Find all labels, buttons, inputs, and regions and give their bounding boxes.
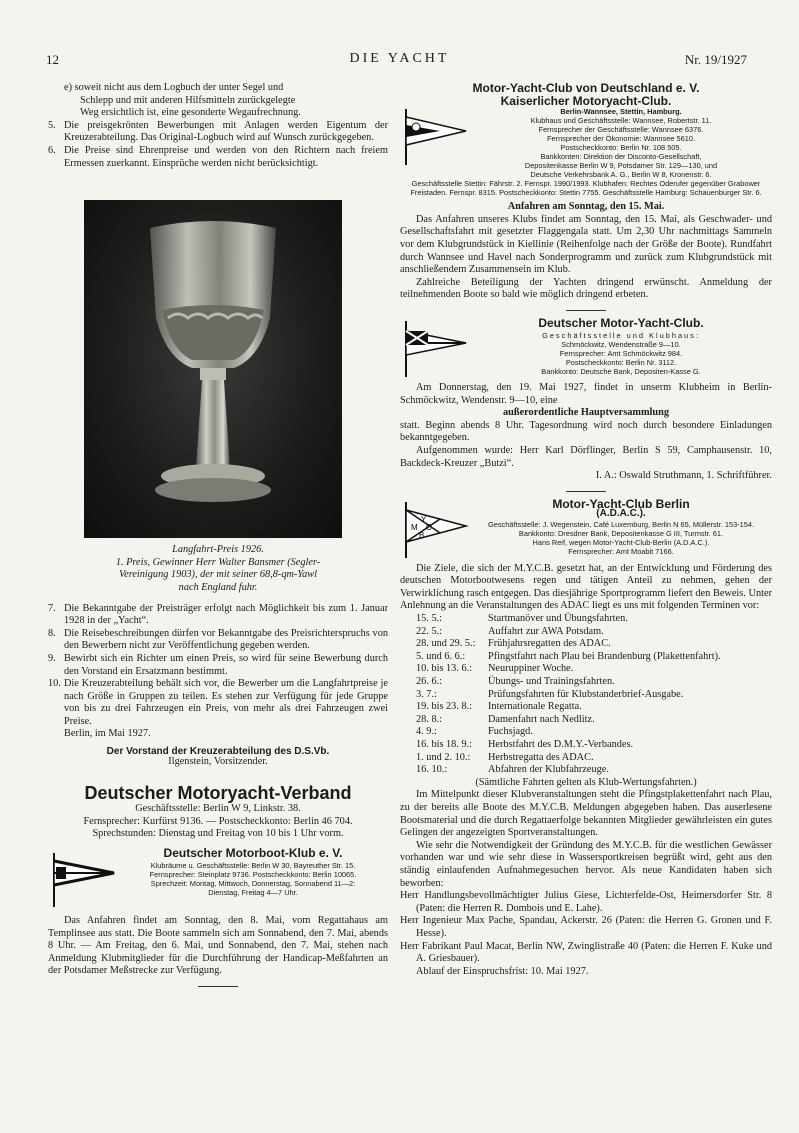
svg-text:M: M (411, 522, 418, 532)
event-title: Internationale Regatta. (488, 701, 582, 713)
event-title: Übungs- und Trainingsfahrten. (488, 676, 615, 688)
info-line: Fernsprecher der Ökonomie: Wannsee 5610. (546, 134, 696, 144)
rule-item-9 (48, 653, 388, 678)
event-date: 10. bis 13. 6.: (416, 663, 473, 675)
item-number: 5. (48, 119, 56, 131)
info-line: Fernsprecher: Amt Schmöckwitz 984. (559, 348, 683, 358)
event-title: Prüfungsfahrten für Klubstanderbrief-Ausgabe. (488, 688, 684, 700)
candidate-item: Herr Fabrikant Paul Macat, Berlin NW, Zwinglistraße 40 (Paten: die Herren F. Kuke und A. Griesbauer). (400, 940, 772, 965)
dmyc-info (470, 315, 772, 376)
item-number: 8. (48, 627, 56, 639)
info-line: Geschäftsstelle: J. Wegenstein, Café Luxemburg, Berlin N 65, Müllerstr. 153-154. (487, 519, 755, 529)
club-pennant-icon (400, 107, 470, 167)
item-text: Die Reisebeschreibungen dürfen vor Bekanntgabe des Preisrichterspruchs von den Bewerbern nicht zur Veröffentlichung gegeben werden. (64, 627, 388, 652)
events-note: (Sämtliche Fahrten gelten als Klub-Wertungsfahrten.) (475, 776, 697, 788)
info-line: Dienstag, Freitag 4—7 Uhr. (208, 888, 298, 898)
caption-line: Vereinigung 1903), der mit seiner 68,8-qm-Yawl (118, 569, 317, 581)
divider (566, 491, 606, 492)
info-line: Klubhaus und Geschäftsstelle: Wannsee, Robertstr. 11. (530, 116, 712, 126)
mycb-heading: Motor-Yacht-Club Berlin (552, 496, 690, 511)
event-row (400, 663, 772, 676)
mycb-subheading: (A.D.A.C.). (596, 507, 646, 519)
myc-text-2: Zahlreiche Beteiligung der Yachten dringend erwünscht. Anmeldung der teilnehmenden Boote so bald wie möglich dringend erbeten. (400, 276, 772, 301)
svg-text:C: C (426, 522, 432, 532)
event-title: Herbstregatta des ADAC. (488, 751, 594, 763)
item-number: 7. (48, 602, 56, 614)
item-text: Die Bekanntgabe der Preisträger erfolgt nach Möglichkeit bis zum 1. Januar 1928 in der „Yacht“. (64, 602, 388, 627)
dmyc-text: Am Donnerstag, den 19. Mai 1927, findet in unserm Klubheim in Berlin-Schmöckwitz, Wendenstr. 9—10, eine (400, 381, 772, 406)
event-list (400, 613, 772, 777)
event-title: Pfingstfahrt nach Plau bei Brandenburg (Plakettenfahrt). (488, 650, 721, 662)
event-date: 28. 8.: (416, 713, 443, 725)
info-line: Bankkonto: Deutsche Bank, Depositen-Kasse G. (541, 366, 701, 376)
divider (566, 310, 606, 311)
event-date: 3. 7.: (416, 688, 437, 700)
rule-item-8 (48, 628, 388, 653)
candidate-item: Herr Ingenieur Max Pache, Spandau, Ackerstr. 26 (Paten: die Herren G. Gronen und F. Hesse). (400, 915, 772, 939)
event-date: 16. 10.: (416, 764, 448, 776)
info-line: Fernsprecher: Amt Moabit 7166. (568, 546, 674, 556)
info-line: Fernsprecher: Kurfürst 9136. — Postscheckkonto: Berlin 46 704. (83, 815, 353, 827)
event-row (400, 701, 772, 714)
info-line: Geschäftsstelle und Klubhaus: (542, 330, 700, 340)
item-text: Die preisgekrönten Bewerbungen mit Anlagen werden Eigentum der Kreuzerabteilung. Das Original-Logbuch wird auf Wunsch zurückgegeben. (64, 119, 388, 144)
left-column (48, 82, 388, 995)
item-text: Die Preise sind Ehrenpreise und werden von den Richtern nach freiem Ermessen zuerkannt. Einsprüche werden nicht berücksichtigt. (64, 144, 388, 169)
trophy-photo (84, 200, 342, 538)
caption-line: 1. Preis, Gewinner Herr Walter Bansmer (Segler- (115, 556, 321, 568)
rule-item-7 (48, 603, 388, 628)
info-line: Klubräume u. Geschäftsstelle: Berlin W 30, Bayreuther Str. 15. (150, 861, 356, 871)
dmyc-signature: I. A.: Oswald Struthmann, 1. Schriftführer. (595, 470, 772, 482)
item-number: 6. (48, 144, 56, 156)
text-line: Weg ersichtlich ist, eine gesonderte Wegaufrechnung. (80, 107, 301, 119)
dateline: Berlin, im Mai 1927. (64, 728, 151, 740)
info-line: Sprechzeit: Montag, Mittwoch, Donnerstag, Sonnabend 11—2: (150, 879, 356, 889)
signature-board: Der Vorstand der Kreuzerabteilung des D.S.Vb. (106, 746, 330, 758)
dmv-info (48, 803, 388, 841)
info-line: Bankkonten: Direktion der Disconto-Gesellschaft, (540, 152, 702, 162)
event-title: Frühjahrsregatten des ADAC. (488, 638, 611, 650)
event-row (400, 726, 772, 739)
heading-line: Motor-Yacht-Club von Deutschland e. V. (472, 81, 700, 95)
divider (198, 986, 238, 987)
dmyc-heading: Deutscher Motor-Yacht-Club. (538, 315, 704, 330)
mycb-info (470, 496, 772, 556)
page-number: 12 (46, 52, 59, 67)
event-date: 5. und 6. 6.: (416, 650, 466, 662)
dmyc-block (400, 315, 772, 379)
dmv-heading: Deutscher Motoryacht-Verband (84, 782, 352, 803)
item-number: 9. (48, 652, 56, 664)
rules-list-continued (48, 603, 388, 769)
event-title: Auffahrt zur AWA Potsdam. (488, 625, 604, 637)
rule-item-5 (48, 120, 388, 145)
dmk-header (118, 846, 388, 898)
club-pennant-icon (400, 319, 470, 379)
right-column (400, 82, 772, 978)
info-line: Fernsprecher: Steinplatz 9736. Postscheckkonto: Berlin 10065. (149, 870, 357, 880)
event-row (400, 626, 772, 639)
info-line: Geschäftsstelle: Berlin W 9, Linkstr. 38. (135, 803, 301, 815)
info-line: Depositenkasse Berlin W 9, Potsdamer Str. 129—130, und (524, 161, 718, 171)
rule-item-6 (48, 145, 388, 170)
mycb-text: Die Ziele, die sich der M.Y.C.B. gesetzt hat, an der Entwicklung und Förderung des deutschen Motorbootwesens regen und tätigen Anteil zu nehmen, gehen der Verwirklichung rasch entgegen. Das diesjährige Sportprogramm liefert den Beweis. Unter Anlehnung an die Veranstaltungen des ADAC liegt es uns mit folgenden Terminen vor: (400, 562, 772, 612)
event-title: Damenfahrt nach Nedlitz. (488, 713, 595, 725)
myc-extra-info: Geschäftsstelle Stettin: Fährstr. 2. Fernspr. 1990/1993. Klubhafen: Rechtes Oderufer gegenüber Grabower Freistaden. Fernspr. 8315. Postscheckkonto: Stettin 7755. Geschäftsstelle Hamburg: Schauenburger Str. 6. (410, 179, 762, 198)
myc-block (400, 107, 772, 179)
event-date: 4. 9.: (416, 726, 437, 738)
dmyc-text-2: statt. Beginn abends 8 Uhr. Tagesordnung wird noch durch besondere Einladungen bekanntgegeben. (400, 419, 772, 444)
event-row (400, 714, 772, 727)
dmk-text: Das Anfahren findet am Sonntag, den 8. Mai, vom Regattahaus am Templinsee aus statt. Die Boote sammeln sich am Sonnabend, den 7. Mai, abends 8 Uhr. — Am Freitag, den 6. Mai, und Sonnabend, den 7. Mai, stehen nach Anmeldung Klubmitglieder für die Durchführung der Handicap-Meßfahrten an der Potsdamer Meßstrecke zur Verfügung. (48, 915, 388, 977)
event-title: Abfahren der Klubfahrzeuge. (488, 764, 609, 776)
event-date: 28. und 29. 5.: (416, 638, 476, 650)
caption-line: nach England fuhr. (178, 581, 258, 593)
info-line: Hans Reif, wegen Motor-Yacht-Club-Berlin (A.D.A.C.). (532, 537, 710, 547)
event-row (400, 752, 772, 765)
event-date: 19. bis 23. 8.: (416, 701, 473, 713)
mycb-text-2: Im Mittelpunkt dieser Klubveranstaltungen steht die Pfingstplakettenfahrt nach Plau, zu der bereits alle Boote des M.Y.C.B. Meldungen abgegeben haben. Das auserlesene Bootsmaterial und die durch Regattaerfolge bekannten Mitglieder gewährleisten ein gutes Gelingen der angezeigten Sportveranstaltungen. (400, 789, 772, 839)
event-row (400, 764, 772, 777)
rule-item-10 (48, 678, 388, 728)
event-row (400, 638, 772, 651)
event-title: Herbstfahrt des D.M.Y.-Verbandes. (488, 739, 634, 750)
page-header (0, 52, 799, 72)
heading-line: Kaiserlicher Motoryacht-Club. (500, 93, 672, 108)
info-line: Deutsche Verkehrsbank A. G., Berlin W 8, Kronenstr. 6. (530, 170, 712, 180)
info-line: Bankkonto: Dresdner Bank, Depositenkasse G III, Turmstr. 61. (518, 528, 724, 538)
item-e-continued (48, 82, 388, 120)
event-date: 1. und 2. 10.: (416, 751, 471, 763)
info-line: Schmöckwitz, Wendenstraße 9—10. (561, 339, 681, 349)
dmk-block (48, 846, 388, 909)
event-row (400, 689, 772, 702)
dmyc-text-3: Aufgenommen wurde: Herr Karl Dörflinger, Berlin S 59, Camphausenstr. 10, Backdeck-Kreuzer „Butzi“. (400, 444, 772, 469)
event-title: Fuchsjagd. (488, 726, 533, 738)
event-date: 22. 5.: (416, 625, 443, 637)
candidate-list (400, 890, 772, 966)
event-row (400, 739, 772, 752)
info-line: Fernsprecher der Geschäftsstelle: Wannsee 6376. (538, 125, 704, 135)
text-line: Schlepp und mit anderen Hilfsmitteln zurückgelegte (80, 94, 296, 106)
issue-number: Nr. 19/1927 (684, 52, 747, 67)
dmk-heading: Deutscher Motorboot-Klub e. V. (163, 846, 343, 861)
item-text: Die Kreuzerabteilung behält sich vor, die Bewerber um die Langfahrtpreise je nach Größe in Gruppen zu teilen. Es stehen zur Verfügung für jede Gruppe von bis zu drei Fahrzeugen ein Preis, von mehr als drei Fahrzeugen zwei Preise. (64, 678, 388, 727)
event-row (400, 651, 772, 664)
myc-text: Das Anfahren unseres Klubs findet am Sonntag, den 15. Mai, als Geschwader- und Gesellschaftsfahrt mit gesetzter Flaggengala statt. Um 2,30 Uhr nachmittags Sammeln vor dem Klubgrundstück in Kiellinie (Reihenfolge nach der Größe der Boote). Rundfahrt durch Wannsee und Havel nach Sonderprogramm und zurück zum Klubgrundstück mit anschließendem Zusammensein im Klub. (400, 213, 772, 276)
info-line: Sprechstunden: Dienstag und Freitag von 10 bis 1 Uhr vorm. (92, 828, 344, 840)
info-line: Postscheckkonto: Berlin Nr. 108 505. (560, 143, 682, 153)
event-row (400, 613, 772, 626)
myc-info (470, 107, 772, 179)
event-title: Startmanöver und Übungsfahrten. (488, 613, 628, 625)
mycb-block (400, 496, 772, 560)
svg-text:B: B (419, 530, 425, 540)
objection-deadline: Ablauf der Einspruchsfrist: 10. Mai 1927. (416, 965, 589, 977)
mycb-text-3: Wie sehr die Notwendigkeit der Gründung des M.Y.C.B. für die westlichen Gewässer vorhanden war und wie sehr diese in Wassersportkreisen begrüßt wird, geht aus den ständig einlaufenden Aufnahmegesuchen hervor. Als neue Kandidaten haben sich beworben: (400, 839, 772, 889)
info-line: Berlin-Wannsee, Stettin, Hamburg. (560, 107, 682, 117)
dmyc-meeting: außerordentliche Hauptversammlung (503, 407, 669, 419)
signature-name: Ilgenstein, Vorsitzender. (168, 756, 268, 768)
event-row (400, 676, 772, 689)
club-pennant-icon (400, 500, 470, 560)
journal-title: DIE YACHT (349, 51, 450, 66)
myc-heading (400, 82, 772, 107)
event-title: Neuruppiner Woche. (488, 663, 574, 675)
photo-caption (48, 544, 388, 594)
caption-line: Langfahrt-Preis 1926. (172, 544, 264, 556)
text-line: e) soweit nicht aus dem Logbuch der unter Segel und (64, 82, 284, 93)
svg-text:Y: Y (421, 514, 427, 524)
event-date: 26. 6.: (416, 676, 443, 688)
item-number: 10. (48, 678, 61, 690)
club-pennant-icon (48, 849, 118, 909)
trophy-goblet-illustration (84, 200, 342, 538)
info-line: Postscheckkonto: Berlin Nr. 3112. (565, 357, 677, 367)
myc-subheading: Anfahren am Sonntag, den 15. Mai. (507, 201, 665, 213)
candidate-item: Herr Handlungsbevollmächtigter Julius Giese, Lichterfelde-Ost, Heimersdorfer Str. 8 (Paten: die Herren R. Dombois und E. Lahe). (400, 890, 772, 914)
event-date: 16. bis 18. 9.: (416, 739, 473, 750)
event-date: 15. 5.: (416, 613, 443, 625)
item-text: Bewirbt sich ein Richter um einen Preis, so wird für seine Bewerbung durch den Vorstand ein Ersatzmann bestimmt. (64, 652, 388, 677)
